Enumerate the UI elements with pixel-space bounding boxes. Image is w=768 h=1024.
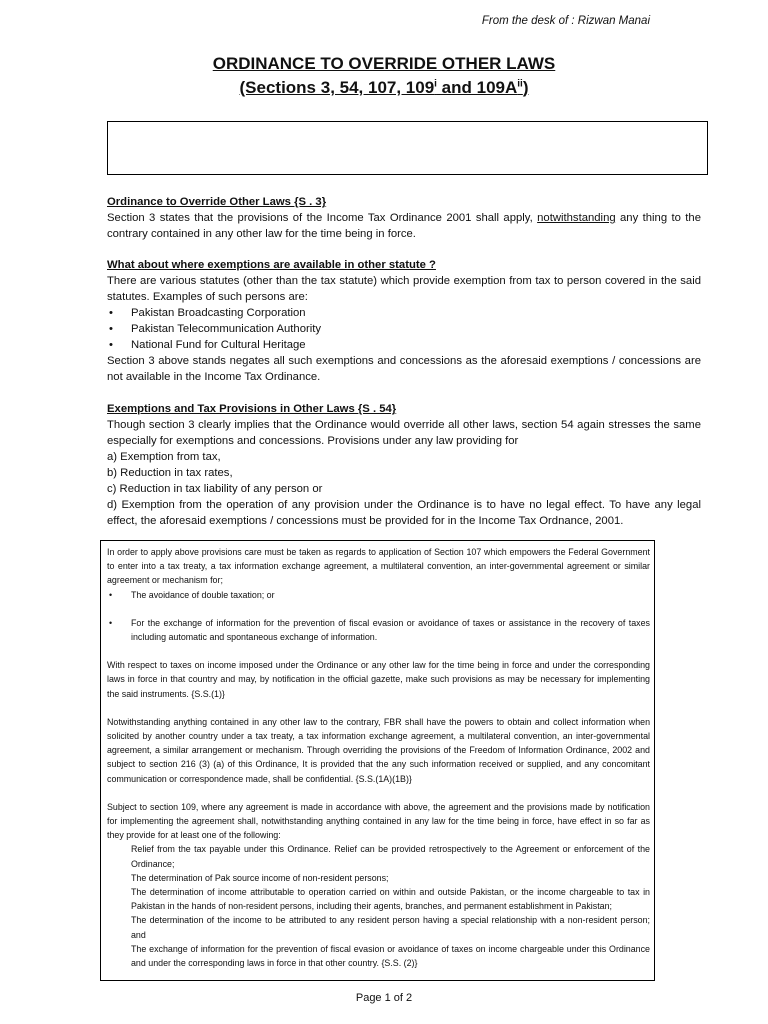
subtitle-part-2: and 109A — [436, 78, 518, 97]
footnote-ref-2[interactable]: ii — [517, 78, 523, 90]
subtitle-part-3: ) — [522, 78, 529, 97]
section-s3 — [107, 194, 701, 242]
list-item: c) Reduction in tax liability of any person or — [107, 483, 323, 495]
list-item: Relief from the tax payable under this Ordinance. Relief can be provided retrospectively to the Agreement or enforcement of the Ordinance; — [131, 844, 650, 869]
box-paragraph-1: In order to apply above provisions care must be taken as regards to application of Section 107 which empowers the Federal Government to enter into a tax treaty, a tax information exchange agreement, a multilateral convention, an inter-governmental agreement or similar agreement or mechanism for; — [107, 547, 650, 586]
section-exemptions-other-statute — [107, 257, 701, 385]
s54-intro: Though section 3 clearly implies that the Ordinance would override all other laws, section 54 again stresses the same especially for exemptions and concessions. Provisions under any law providing for — [107, 419, 701, 447]
s3-text-underlined: notwithstanding — [537, 212, 616, 224]
list-item: • Pakistan Telecommunication Authority — [107, 321, 701, 337]
desk-note: From the desk of : Rizwan Manai — [481, 15, 650, 27]
s3-text-part-2: any thing to the contrary contained in any other law for the time being in force. — [107, 212, 701, 240]
section-heading-other-statute: What about where exemptions are available in other statute ? — [107, 259, 436, 271]
s3-text-part-1: Section 3 states that the provisions of the Income Tax Ordinance 2001 shall apply, — [107, 212, 538, 224]
list-item: The determination of income attributable to operation carried on within and outside Pakistan, or the income chargeable to tax in Pakistan in the hands of non-resident persons, including their agents, branches, and permanent establishment in Pakistan; — [131, 887, 650, 912]
other-statute-outro: Section 3 above stands negates all such exemptions and concessions as the aforesaid exemptions / concessions are not available in the Income Tax Ordinance. — [107, 355, 701, 383]
list-item: d) Exemption from the operation of any provision under the Ordinance is to have no legal effect. To have any legal effect, the aforesaid exemptions / concessions must be provided for in the Income Tax Ordnance, 2001. — [107, 499, 701, 527]
document-subtitle — [0, 78, 768, 98]
subtitle-part-1: (Sections 3, 54, 107, 109 — [239, 78, 435, 97]
list-item: The determination of Pak source income of non-resident persons; — [131, 872, 389, 883]
footnote-ref-1[interactable]: i — [434, 78, 437, 90]
list-item: • The avoidance of double taxation; or — [107, 588, 650, 602]
box-paragraph-3: Notwithstanding anything contained in any other law to the contrary, FBR shall have the powers to obtain and collect information when solicited by another country under a tax treaty, a tax information exchange agreement, a multilateral convention, an inter-governmental agreement, a similar arrangement or mechanism. Through overriding the provisions of the Freedom of Information Ordinance, 2002 and subject to section 216 (3) (a) of this Ordinance, It is provided that the any such information received or supplied, and any concomitant communication or correspondence made, shall be confidential. {S.S.(1A)(1B)} — [107, 716, 650, 784]
list-item: The exchange of information for the prevention of fiscal evasion or avoidance of taxes on income chargeable under this Ordinance and under the corresponding laws in force in that other country. {S.S. (2)} — [131, 943, 650, 969]
other-statute-intro: There are various statutes (other than the tax statute) which provide exemption from tax to person covered in the said statutes. Examples of such persons are: — [107, 275, 701, 303]
box-paragraph-2: With respect to taxes on income imposed under the Ordinance or any other law for the time being in force and under the corresponding laws in force in that country and may, by notification in the official gazette, make such provisions as may be necessary for implementing the said instruments. {S.S.(1)} — [107, 660, 650, 699]
empty-text-box — [107, 121, 708, 175]
list-item: a) Exemption from tax, — [107, 451, 221, 463]
list-item: • National Fund for Cultural Heritage — [107, 337, 701, 353]
box-paragraph-4: Subject to section 109, where any agreement is made in accordance with above, the agreement and the provisions made by notification for implementing the agreement shall, notwithstanding anything contained in any law for the time being in force, have effect in so far as they provide for at least one of the following: — [107, 801, 650, 841]
section-s54 — [107, 401, 701, 529]
list-item: b) Reduction in tax rates, — [107, 467, 233, 479]
list-item: The determination of the income to be attributed to any resident person having a special relationship with a non-resident person; and — [131, 915, 650, 940]
section-s3-text — [107, 210, 701, 242]
page-number: Page 1 of 2 — [355, 992, 413, 1004]
list-item: • For the exchange of information for the prevention of fiscal evasion or avoidance of taxes or assistance in the recovery of taxes including automatic and spontaneous exchange of information. — [107, 616, 650, 644]
list-item: • Pakistan Broadcasting Corporation — [107, 305, 701, 321]
document-title: ORDINANCE TO OVERRIDE OTHER LAWS — [212, 54, 556, 73]
s107-notes-box — [100, 540, 655, 981]
section-heading-s54: Exemptions and Tax Provisions in Other Laws {S . 54} — [107, 403, 397, 415]
section-heading-s3: Ordinance to Override Other Laws {S . 3} — [107, 196, 327, 208]
